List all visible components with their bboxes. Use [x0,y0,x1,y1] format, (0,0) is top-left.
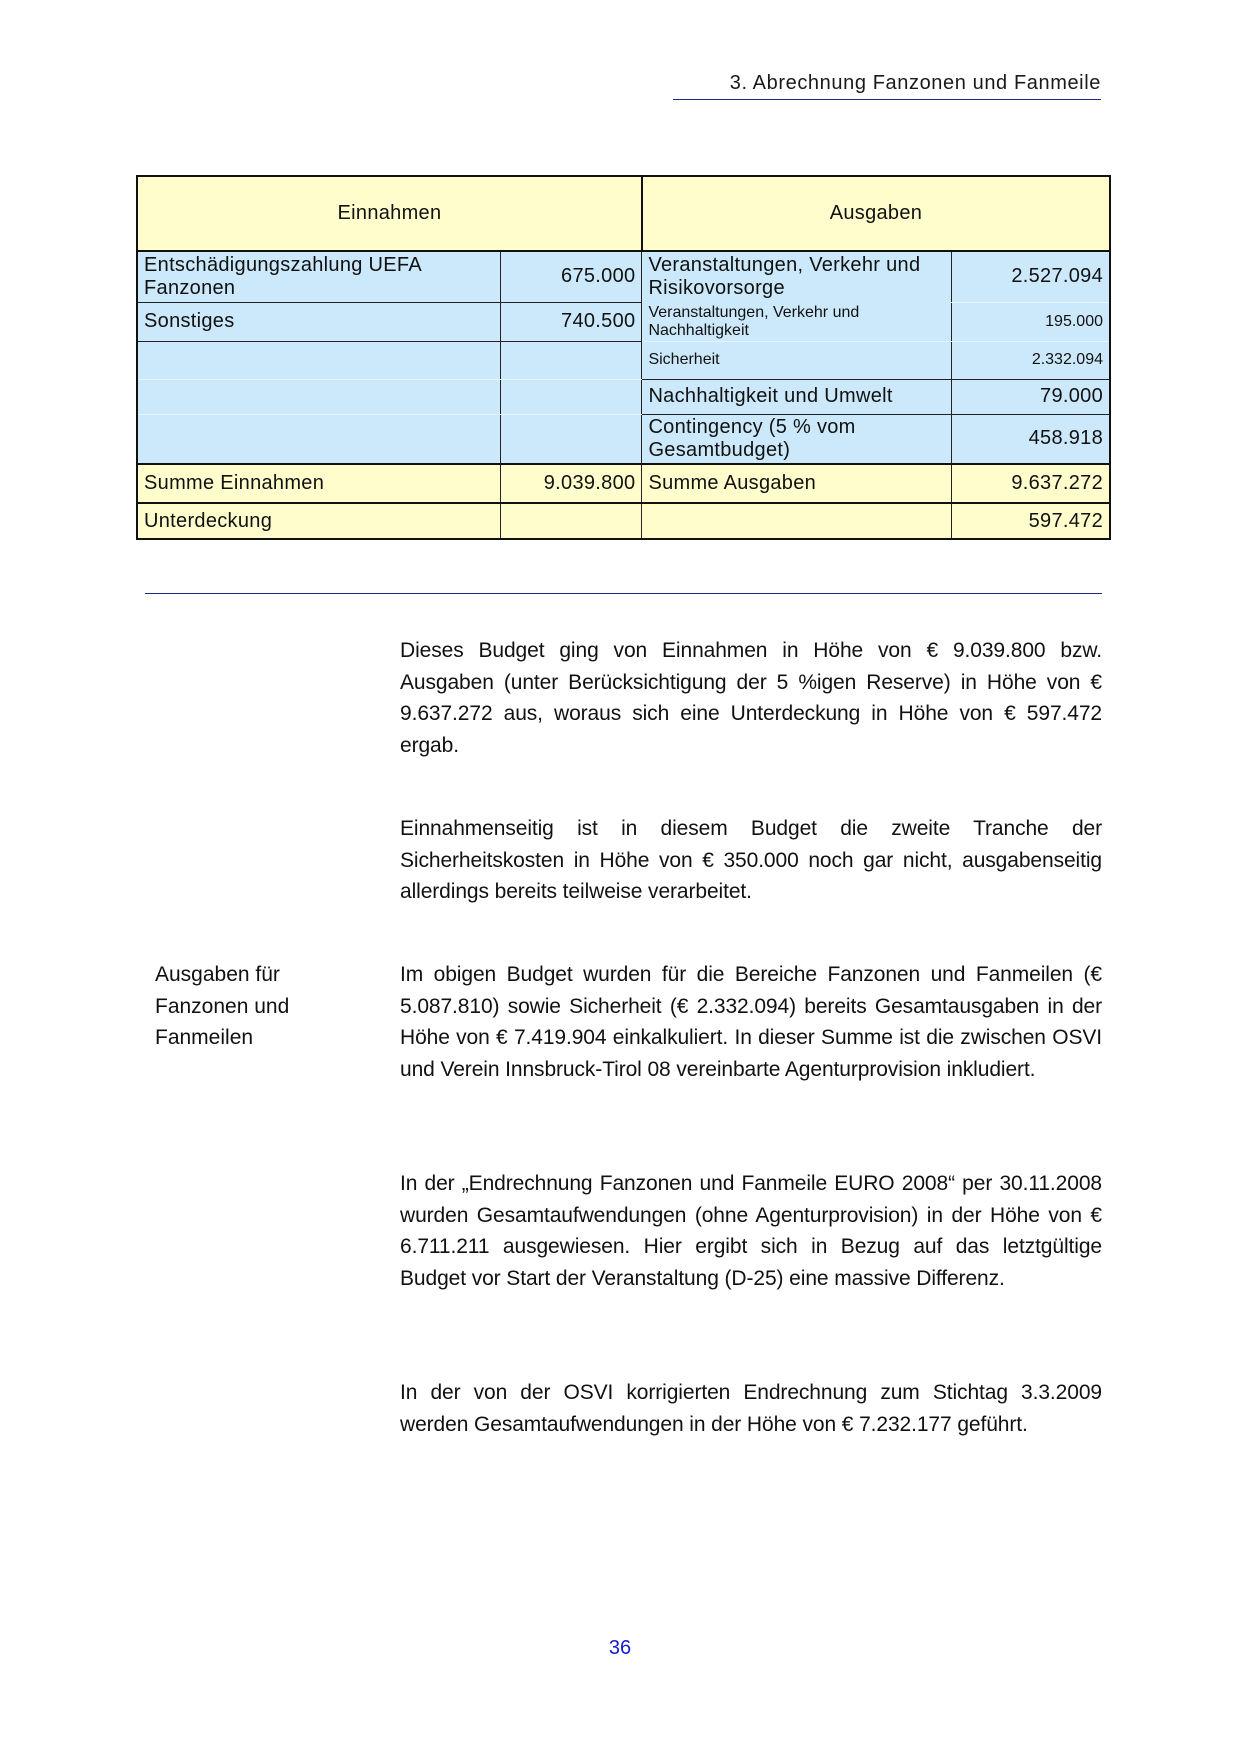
table-row [137,379,1110,414]
budget-table [136,175,1111,540]
expense-header: Ausgaben [642,176,1110,251]
deficit-empty-cell [642,503,952,539]
expense-label: Nachhaltigkeit und Umwelt [642,379,952,414]
income-label: Sonstiges [137,302,501,341]
paragraph-final-statement: In der „Endrechnung Fanzonen und Fanmeile EURO 2008“ per 30.11.2008 wurden Gesamtaufwendungen (ohne Agenturprovision) in der Höhe von € 6.711.211 ausgewiesen. Hier ergibt sich in Bezug auf das letztgültige Budget vor Start der Veranstaltung (D-25) eine massive Differenz. [400,1172,1102,1290]
sum-row [137,464,1110,503]
income-header: Einnahmen [137,176,642,251]
deficit-empty-cell [501,503,642,539]
expense-value: 458.918 [952,414,1110,464]
deficit-row [137,503,1110,539]
table-row [137,302,1110,341]
expense-label: Contingency (5 % vom Gesamtbudget) [642,414,952,464]
paragraph-fanzone-expenses: Im obigen Budget wurden für die Bereiche Fanzonen und Fanmeilen (€ 5.087.810) sowie Sicherheit (€ 2.332.094) bereits Gesamtausgaben in der Höhe von € 7.419.904 einkalkuliert. In dieser Summe ist die zwischen OSVI und Verein Innsbruck-Tirol 08 vereinbarte Agenturprovision inkludiert. [400,963,1102,1081]
income-label [137,341,501,379]
margin-heading: Ausgaben für Fanzonen und Fanmeilen [155,963,290,1049]
table-row [137,414,1110,464]
paragraph-budget-summary: Dieses Budget ging von Einnahmen in Höhe von € 9.039.800 bzw. Ausgaben (unter Berücksichtigung der 5 %igen Reserve) in Höhe von € 9.637.272 aus, woraus sich eine Unterdeckung in Höhe von € 597.472 ergab. [400,639,1102,757]
income-label [137,379,501,414]
income-label: Entschädigungszahlung UEFA Fanzonen [137,251,501,302]
income-value [501,414,642,464]
running-header: 3. Abrechnung Fanzonen und Fanmeile [673,72,1101,100]
deficit-value: 597.472 [952,503,1110,539]
expense-value: 79.000 [952,379,1110,414]
sum-expense-value: 9.637.272 [952,464,1110,503]
expense-label: Veranstaltungen, Verkehr und Risikovorsorge [642,251,952,302]
section-divider [145,593,1102,594]
income-value [501,379,642,414]
table-header-row [137,176,1110,251]
table-row [137,341,1110,379]
income-value: 740.500 [501,302,642,341]
expense-label: Veranstaltungen, Verkehr und Nachhaltigkeit [642,302,952,341]
sum-income-value: 9.039.800 [501,464,642,503]
income-value: 675.000 [501,251,642,302]
deficit-label: Unterdeckung [137,503,501,539]
expense-value: 2.527.094 [952,251,1110,302]
expense-value: 2.332.094 [952,341,1110,379]
paragraph-corrected-statement: In der von der OSVI korrigierten Endrechnung zum Stichtag 3.3.2009 werden Gesamtaufwendungen in der Höhe von € 7.232.177 geführt. [400,1381,1102,1436]
expense-value: 195.000 [952,302,1110,341]
table-row [137,251,1110,302]
income-label [137,414,501,464]
expense-label: Sicherheit [642,341,952,379]
income-value [501,341,642,379]
page-number: 36 [608,1637,632,1659]
sum-income-label: Summe Einnahmen [137,464,501,503]
sum-expense-label: Summe Ausgaben [642,464,952,503]
paragraph-security-costs: Einnahmenseitig ist in diesem Budget die zweite Tranche der Sicherheitskosten in Höhe von € 350.000 noch gar nicht, ausgabenseitig allerdings bereits teilweise verarbeitet. [400,817,1102,903]
